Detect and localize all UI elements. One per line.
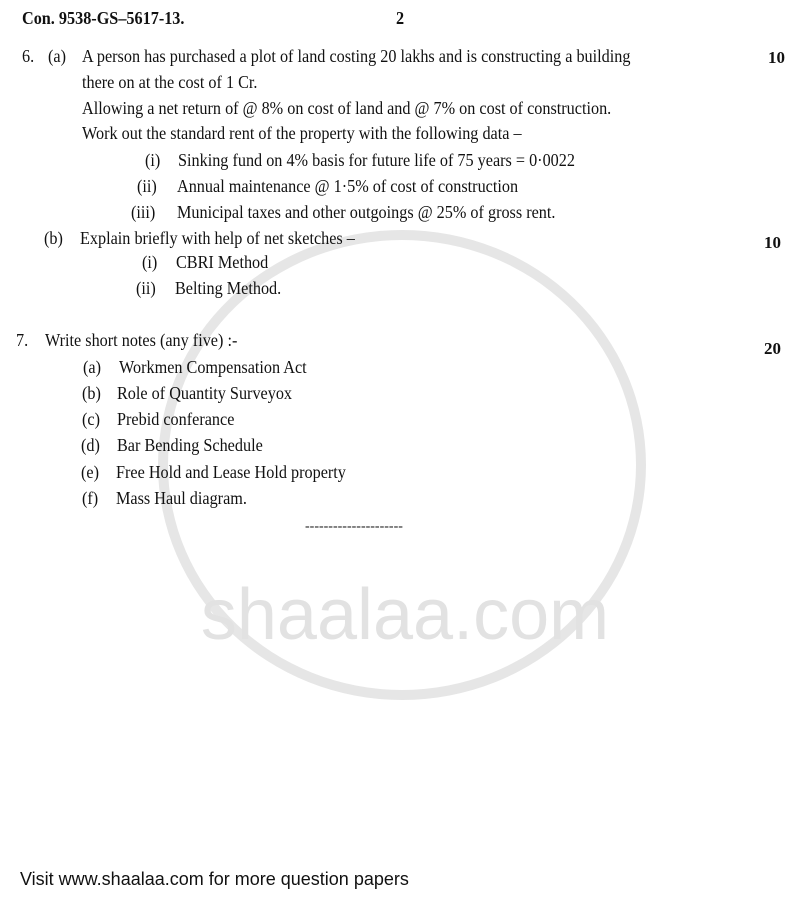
q6a-line: there on at the cost of 1 Cr. — [82, 72, 258, 92]
q6a-marks: 10 — [768, 48, 785, 67]
q6a-item-text: Sinking fund on 4% basis for future life of 75 years = 0·0022 — [178, 150, 575, 170]
q7-item-text: Workmen Compensation Act — [119, 357, 307, 377]
q6a-item-label: (ii) — [137, 176, 157, 196]
end-rule: --------------------- — [305, 519, 403, 534]
q7-item-text: Prebid conferance — [117, 409, 235, 429]
q7-item-label: (d) — [81, 435, 100, 455]
q6a-line: A person has purchased a plot of land costing 20 lakhs and is constructing a building — [82, 46, 631, 66]
watermark-text: shaalaa.com — [200, 575, 610, 655]
q6a-line: Allowing a net return of @ 8% on cost of land and @ 7% on cost of construction. — [82, 98, 612, 118]
q6b-text: Explain briefly with help of net sketches – — [80, 228, 355, 248]
q6-number: 6. — [22, 46, 35, 66]
q6b-item-label: (ii) — [136, 278, 156, 298]
q6b-item-label: (i) — [142, 252, 158, 272]
q6a-line: Work out the standard rent of the property with the following data – — [82, 123, 522, 143]
q7-item-text: Mass Haul diagram. — [116, 488, 247, 508]
paper-code: Con. 9538-GS–5617-13. — [22, 8, 185, 28]
page-number: 2 — [396, 8, 405, 28]
q7-text: Write short notes (any five) :- — [45, 330, 238, 350]
q6b-label: (b) — [44, 228, 63, 248]
q7-number: 7. — [16, 330, 29, 350]
q6a-label: (a) — [48, 46, 66, 66]
q7-item-label: (a) — [83, 357, 101, 377]
q6b-marks: 10 — [764, 233, 781, 252]
q7-item-label: (e) — [81, 462, 99, 482]
q7-item-text: Role of Quantity Surveyox — [117, 383, 293, 403]
q7-item-label: (c) — [82, 409, 100, 429]
q7-item-label: (b) — [82, 383, 101, 403]
q6a-item-label: (i) — [145, 150, 161, 170]
q7-item-label: (f) — [82, 488, 99, 508]
q7-item-text: Bar Bending Schedule — [117, 435, 263, 455]
q7-item-text: Free Hold and Lease Hold property — [116, 462, 346, 482]
q6a-item-label: (iii) — [131, 202, 156, 222]
q6b-item-text: Belting Method. — [175, 278, 282, 298]
q7-marks: 20 — [764, 339, 781, 358]
q6a-item-text: Annual maintenance @ 1·5% of cost of construction — [177, 176, 519, 196]
q6a-item-text: Municipal taxes and other outgoings @ 25% of gross rent. — [177, 202, 556, 222]
footer-text: Visit www.shaalaa.com for more question papers — [20, 869, 409, 889]
q6b-item-text: CBRI Method — [176, 252, 269, 272]
